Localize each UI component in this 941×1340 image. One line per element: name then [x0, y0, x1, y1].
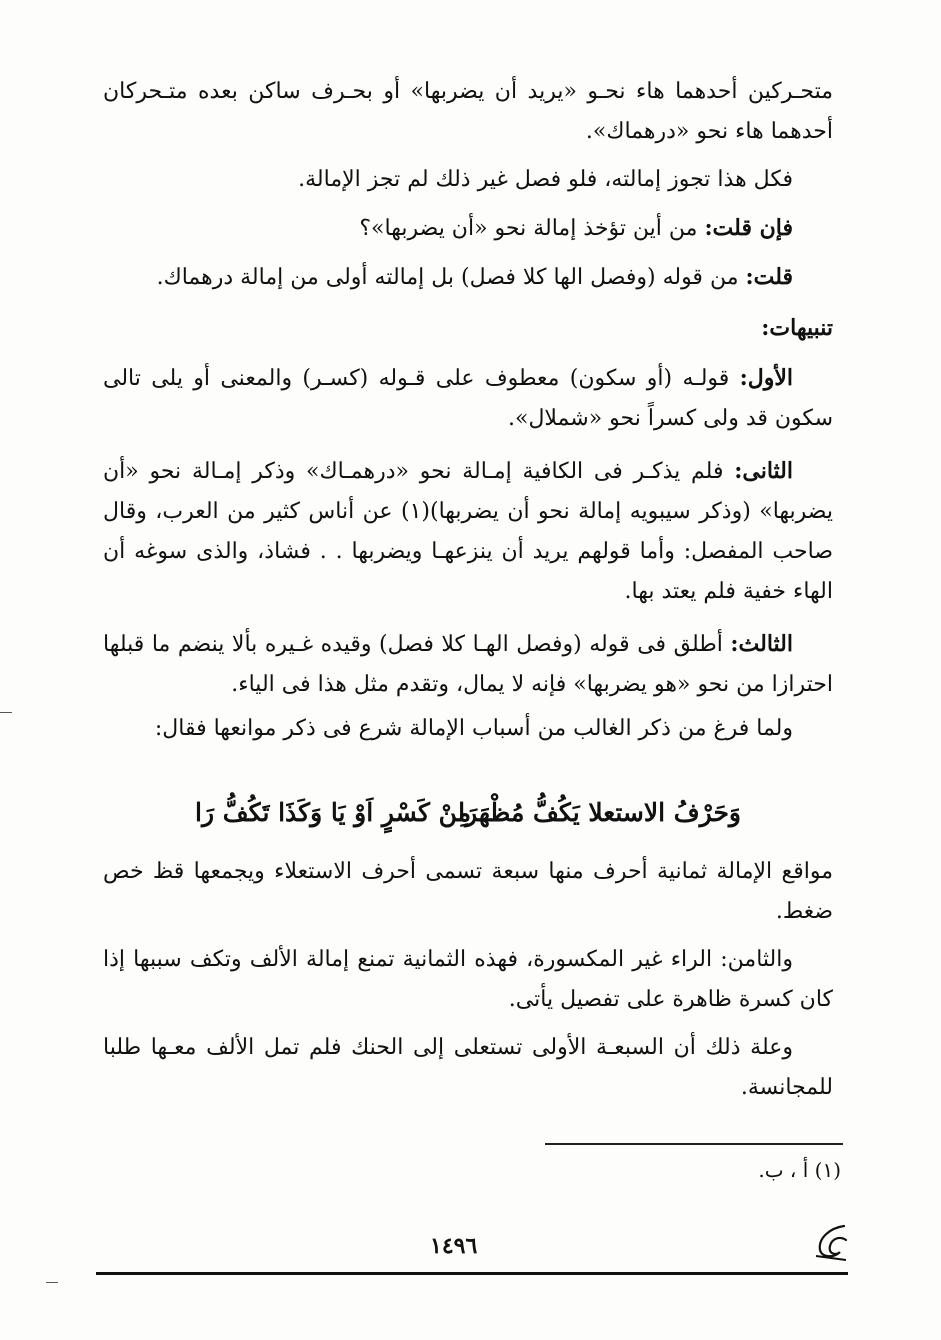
footnote: (١) أ ، ب. — [758, 1158, 841, 1182]
paragraph-7-lead: الثالث: — [730, 631, 793, 657]
footnote-separator — [545, 1143, 843, 1145]
paragraph-4-text: من قوله (وفصل الها كلا فصل) بل إمالته أولى من إمالة درهماك. — [156, 265, 746, 290]
paragraph-5-lead: الأول: — [739, 365, 793, 391]
paragraph-4 — [103, 257, 833, 298]
paragraph-5 — [103, 358, 833, 439]
poem-verse — [0, 798, 941, 842]
poem-first-hemistich: وَحَرْفُ الاستعلا يَكُفُّ مُظْهَرَا — [458, 798, 741, 827]
poem-second-hemistich: مِنْ كَسْرٍ اَوْ يَا وَكَذَا تَكُفُّ رَا — [195, 798, 471, 827]
paragraph-8: ولما فرغ من ذكر الغالب من أسباب الإمالة شرع فى ذكر موانعها فقال: — [154, 716, 793, 741]
section-heading: تنبيهات: — [761, 315, 833, 341]
main-text-top — [103, 72, 833, 749]
paragraph-1: متحـركين أحدهما هاء نحـو «يريد أن يضربها» أو بحـرف ساكن بعده متـحركان أحدهما هاء نحو «درهماك». — [103, 79, 833, 144]
paragraph-9: مواقع الإمالة ثمانية أحرف منها سبعة تسمى أحرف الاستعلاء ويجمعها قظ خص ضغط. — [103, 859, 833, 924]
main-text-bottom — [103, 852, 833, 1108]
margin-mark — [46, 1282, 58, 1283]
paragraph-11: وعلة ذلك أن السبعـة الأولى تستعلى إلى الحنك فلم تمل الألف معـها طلبا للمجانسة. — [103, 1035, 833, 1100]
paragraph-6-lead: الثانى: — [734, 458, 793, 484]
paragraph-7 — [103, 624, 833, 705]
paragraph-3-text: من أين تؤخذ إمالة نحو «أن يضربها»؟ — [359, 216, 705, 241]
paragraph-6-text: فلم يذكـر فى الكافية إمـالة نحو «درهمـاك» وذكر إمـالة نحو «أن يضربها» (وذكر سيبويه إمالة نحو أن يضربها)(١) عن أناس كثير من العرب، وقال صاحب المفصل: وأما قولهم يريد أن ينزعهـا ويضربها . . فشاذ، والذى سوغه أن الهاء خفية فلم يعتد بها. — [103, 459, 833, 604]
paragraph-7-text: أطلق فى قوله (وفصل الهـا كلا فصل) وقيده غـيره بألا ينضم ما قبلها احترازا من نحو «هو يضربها» فإنه لا يمال، وتقدم مثل هذا فى الياء. — [103, 632, 833, 697]
paragraph-2: فكل هذا تجوز إمالته، فلو فصل غير ذلك لم تجز الإمالة. — [298, 167, 793, 192]
paragraph-10: والثامن: الراء غير المكسورة، فهذه الثمانية تمنع إمالة الألف وتكف سببها إذا كان كسرة ظاهرة على تفصيل يأتى. — [103, 947, 833, 1012]
signature-mark-icon — [810, 1220, 850, 1264]
paragraph-5-text: قولـه (أو سكون) معطوف على قـوله (كسـر) والمعنى أو يلى تالى سكون قد ولى كسراً نحو «شملال». — [103, 366, 833, 431]
paragraph-3-lead: فإن قلت: — [704, 215, 793, 241]
bottom-rule — [96, 1272, 848, 1275]
page-number: ١٤٩٦ — [430, 1233, 478, 1259]
paragraph-6 — [103, 451, 833, 612]
paragraph-3 — [103, 208, 833, 249]
paragraph-4-lead: قلت: — [745, 264, 793, 290]
margin-mark — [0, 712, 12, 713]
